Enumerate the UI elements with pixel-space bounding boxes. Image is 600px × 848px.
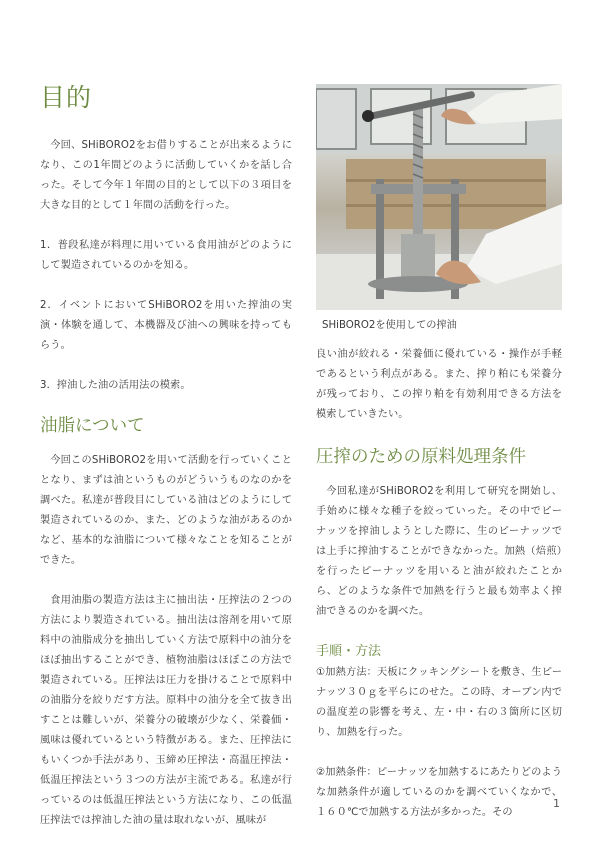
shiboro2-press-photo bbox=[316, 84, 562, 310]
oils-paragraph-1: 今回このSHiBORO2を用いて活動を行っていくこととなり、まずは油というものがどういうものなのかを調べた。私達が普段目にしている油はどのようにして製造されているのか、また、どのような油があるのかなど、基本的な油脂について様々なことを知ることができた。 bbox=[40, 455, 292, 566]
press-conditions-paragraph: 今回私達がSHiBORO2を利用して研究を開始し、手始めに様々な種子を絞っていった。その中でピーナッツを搾油しようとした際に、生のピーナッツでは上手に搾油することができなかった。加熱（焙煎）を行ったピーナッツを用いると油が絞れたことから、どのような条件で加熱を行うと最も効率よく搾油できるのかを調べた。 bbox=[316, 486, 562, 617]
procedure-step-2: ②加熱条件：ピーナッツを加熱するにあたりどのような加熱条件が適しているのかを調べていくなかで、１６０℃で加熱する方法が多かった。その bbox=[316, 767, 562, 818]
section-title-purpose: 目的 bbox=[40, 83, 93, 112]
purpose-intro-paragraph: 今回、SHiBORO2をお借りすることが出来るようになり、この1年間どのように活動していくかを話し合った。そして今年１年間の目的として以下の３項目を大きな目的として１年間の活動を行った。 bbox=[40, 140, 292, 211]
purpose-goal-2: 2．イベントにおいてSHiBORO2を用いた搾油の実演・体験を通して、本機器及び油への興味を持ってもらう。 bbox=[40, 300, 292, 351]
left-column bbox=[40, 78, 292, 831]
page-number: 1 bbox=[553, 797, 560, 810]
purpose-goal-3: 3．搾油した油の活用法の模索。 bbox=[40, 380, 191, 391]
subheading-procedure: 手順・方法 bbox=[316, 644, 382, 659]
section-heading-press-conditions: 圧搾のための原料処理条件 bbox=[316, 447, 526, 467]
section-heading-oils: 油脂について bbox=[40, 416, 145, 436]
oils-paragraph-continued: 良い油が絞れる・栄養価に優れている・操作が手軽であるという利点がある。また、搾り粕にも栄養分が残っており、この搾り粕を有効利用できる方法を模索していきたい。 bbox=[316, 349, 562, 420]
purpose-goal-1: 1．普段私達が料理に用いている食用油がどのようにして製造されているのかを知る。 bbox=[40, 240, 292, 271]
press-illustration bbox=[316, 84, 562, 310]
right-column bbox=[316, 84, 562, 823]
oils-paragraph-2: 食用油脂の製造方法は主に抽出法・圧搾法の２つの方法により製造されている。抽出法は溶剤を用いて原料中の油脂成分を抽出していく方法で原料中の油分をほぼ抽出することができ、植物油脂はほぼこの方法で製造されている。圧搾法は圧力を掛けることで原料中の油脂分を絞りだす方法。原料中の油分を全て抜き出すことは難しいが、栄養分の破壊が少なく、栄養価・風味は優れているという特徴がある。また、圧搾法にもいくつか手法があり、玉締め圧搾法・高温圧搾法・低温圧搾法という３つの方法が主流である。私達が行っているのは低温圧搾法という方法になり、この低温圧搾法では搾油した油の量は取れないが、風味が bbox=[40, 595, 292, 826]
photo-caption: SHiBORO2を使用しての搾油 bbox=[322, 320, 457, 331]
procedure-step-1: ①加熱方法：天板にクッキングシートを敷き、生ピーナッツ３０ｇを平らにのせた。この時、オーブン内での温度差の影響を考え、左・中・右の３箇所に区切り、加熱を行った。 bbox=[316, 667, 562, 738]
